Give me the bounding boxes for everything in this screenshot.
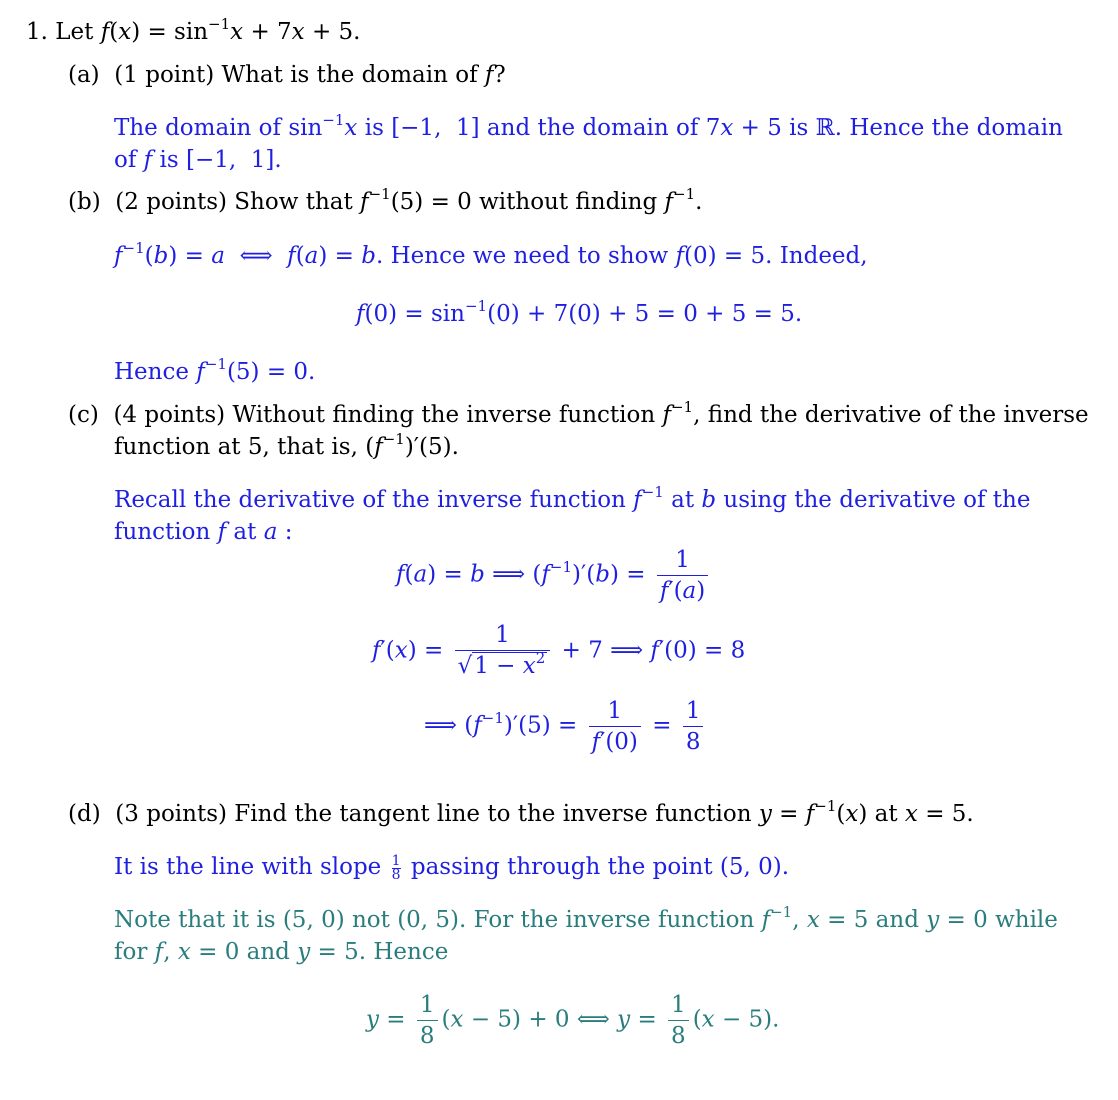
part-b-answer-intro: $f^{-1}(b) = a$ ⟺ f(a) = b. Hence we need to show f(0) = 5. Indeed, [114, 239, 868, 269]
part-d-question: (d) (3 points) Find the tangent line to the inverse function $y = f^{-1}(x)$ at x = 5. [68, 797, 974, 827]
part-d-note-line2: for f, x = 0 and y = 5. Hence [114, 939, 449, 965]
part-d-note-line1: Note that it is (5, 0) not (0, 5). For the inverse function $f^{-1}$, x = 5 and y = 0 while [114, 903, 1058, 933]
part-c-equation-3: ⟹ $(f^{-1})'(5)$ = $\frac{1}{f'(0)}$ = $\frac{1}{8}$ [424, 696, 707, 757]
part-c-question-line2: function at 5, that is, $(f^{-1})'(5)$. [114, 430, 459, 460]
part-a-answer-line1: The domain of $\sin^{-1}x$ is [−1, 1] and the domain of 7x + 5 is ℝ. Hence the domain [114, 111, 1063, 141]
problem-statement: 1. Let $f(x) = \sin^{-1}x + 7x + 5$. [26, 15, 361, 45]
problem-number: 1. [26, 19, 48, 45]
part-b-answer-conclusion: Hence $f^{-1}(5) = 0$. [114, 355, 316, 385]
part-a-question: (a) (1 point) What is the domain of f? [68, 62, 506, 88]
part-c-question-line1: (c) (4 points) Without finding the inverse function $f^{-1}$, find the derivative of the inverse [68, 398, 1089, 428]
part-c-answer-line1: Recall the derivative of the inverse function $f^{-1}$ at b using the derivative of the [114, 483, 1031, 513]
part-b-answer-equation: $f(0) = \sin^{-1}(0) + 7(0) + 5 = 0 + 5 = 5$. [356, 297, 803, 327]
part-d-final-equation: y = $\frac{1}{8}$ (x − 5) + 0 ⟺ y = $\frac{1}{8}$ (x − 5). [366, 992, 780, 1049]
part-c-answer-line2: function f at a : [114, 519, 293, 545]
part-b-question: (b) (2 points) Show that $f^{-1}(5) = 0$ without finding $f^{-1}$. [68, 185, 703, 215]
part-c-equation-1: f(a) = b ⟹ $(f^{-1})'(b)$ = $\frac{1}{f'(a)}$ [396, 545, 712, 606]
part-d-answer: It is the line with slope $\frac{1}{8}$ passing through the point (5, 0). [114, 852, 790, 883]
part-a-answer-line2: of f is [−1, 1]. [114, 147, 282, 173]
part-c-equation-2: f′(x) = $\frac{1}{√1 - x^2}$ + 7 ⟹ f′(0) = 8 [372, 622, 746, 679]
